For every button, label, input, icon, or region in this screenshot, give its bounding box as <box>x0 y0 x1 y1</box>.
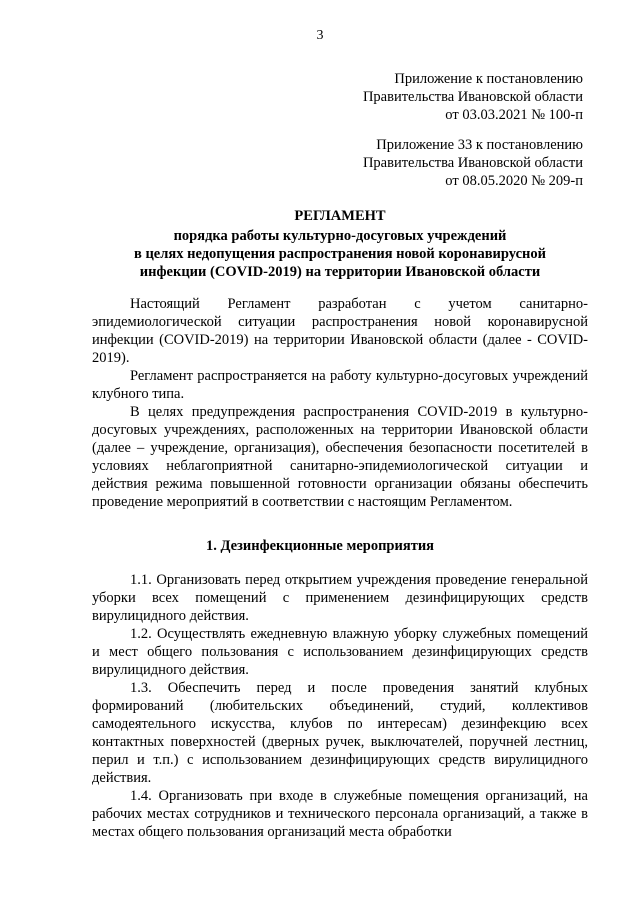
section-heading: 1. Дезинфекционные мероприятия <box>205 538 435 554</box>
appendix-reference-original <box>363 136 583 190</box>
appendix-line: Приложение 33 к постановлению <box>376 137 583 153</box>
title-line: в целях недопущения распространения новой коронавирусной <box>134 246 546 262</box>
clause: 1.3. Обеспечить перед и после проведения занятий клубных формирований (любительских объединений, студий, коллективов самодеятельного искусства, клубов по интересам) дезинфекцию всех контактных поверхностей (дверных ручек, выключателей, поручней лестниц, перил и т.п.) с использованием дезинфицирующих средств вирулицидного действия. <box>92 680 588 786</box>
section-1-items <box>92 571 588 841</box>
intro-section <box>92 295 588 511</box>
title-main: РЕГЛАМЕНТ <box>294 208 386 224</box>
appendix-line: от 03.03.2021 № 100-п <box>445 107 583 123</box>
appendix-line: Правительства Ивановской области <box>362 89 583 105</box>
appendix-line: от 08.05.2020 № 209-п <box>445 173 583 189</box>
document-title <box>90 207 590 281</box>
title-line: порядка работы культурно-досуговых учреждений <box>173 228 507 244</box>
paragraph: Регламент распространяется на работу культурно-досуговых учреждений клубного типа. <box>92 368 588 402</box>
title-line: инфекции (COVID-2019) на территории Ивановской области <box>139 264 541 280</box>
paragraph: Настоящий Регламент разработан с учетом санитарно-эпидемиологической ситуации распространения новой коронавирусной инфекции (COVID-2019) на территории Ивановской области (далее - COVID-2019). <box>92 296 588 366</box>
clause: 1.4. Организовать при входе в служебные помещения организаций, на рабочих местах сотрудников и технического персонала организаций, а также в местах общего пользования организаций места обработки <box>92 788 588 840</box>
clause: 1.1. Организовать перед открытием учреждения проведение генеральной уборки всех помещений с применением дезинфицирующих средств вирулицидного действия. <box>92 572 588 624</box>
appendix-line: Приложение к постановлению <box>394 71 583 87</box>
appendix-reference-current <box>363 70 583 124</box>
appendix-line: Правительства Ивановской области <box>362 155 583 171</box>
page-number: 3 <box>316 28 324 43</box>
clause: 1.2. Осуществлять ежедневную влажную уборку служебных помещений и мест общего пользования с использованием дезинфицирующих средств вирулицидного действия. <box>92 626 588 678</box>
paragraph: В целях предупреждения распространения COVID-2019 в культурно-досуговых учреждениях, расположенных на территории Ивановской области (далее – учреждение, организация), обеспечения безопасности посетителей в условиях неблагоприятной санитарно-эпидемиологической ситуации и действия режима повышенной готовности организации обязаны обеспечить проведение мероприятий в соответствии с настоящим Регламентом. <box>92 404 588 510</box>
